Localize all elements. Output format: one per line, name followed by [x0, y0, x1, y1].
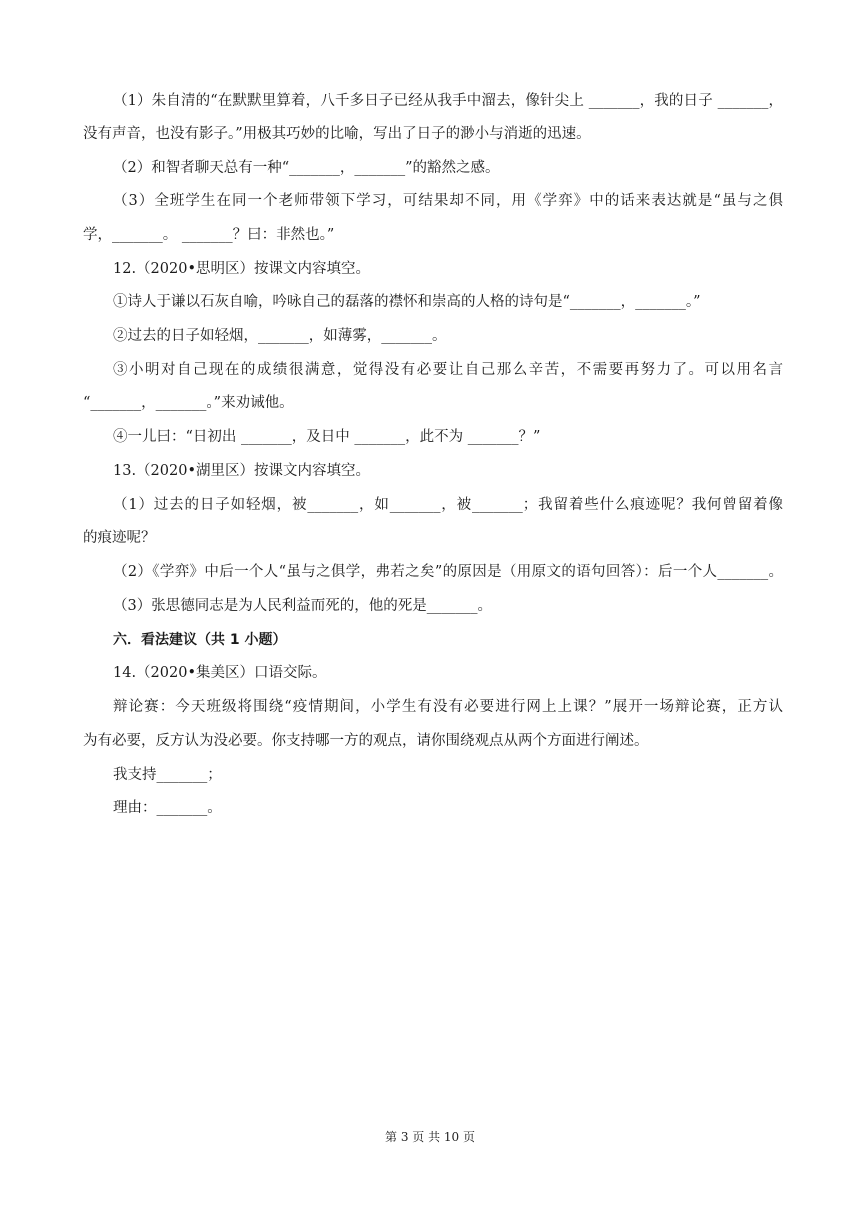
text-line: 12.（2020•思明区）按课文内容填空。	[113, 261, 371, 277]
text-line: 辩论赛：今天班级将围绕“疫情期间，小学生有没有必要进行网上上课？”展开一场辩论赛，正方认	[113, 699, 783, 715]
text-line: ①诗人于谦以石灰自喻，吟咏自己的磊落的襟怀和崇高的人格的诗句是“_______，_______。”	[113, 294, 701, 310]
text-line: “_______，_______。”来劝诫他。	[83, 395, 294, 411]
page-footer: 第 3 页 共 10 页	[385, 1130, 475, 1144]
text-line: （1）朱自清的“在默默里算着，八千多日子已经从我手中溜去，像针尖上 _______，我的日子 _______，	[113, 93, 783, 109]
text-line: 学，_______。 _______？曰：非然也。”	[83, 227, 335, 243]
text-line: 我支持_______；	[113, 767, 222, 783]
section-heading: 六．看法建议（共 1 小题）	[113, 632, 287, 648]
text-line: ③小明对自己现在的成绩很满意，觉得没有必要让自己那么辛苦，不需要再努力了。可以用名言	[113, 362, 783, 378]
text-line: 的痕迹呢？	[83, 530, 156, 546]
text-line: 14.（2020•集美区）口语交际。	[113, 665, 327, 681]
text-line: （3）张思德同志是为人民利益而死的，他的死是_______。	[113, 598, 492, 614]
text-line: ②过去的日子如轻烟，_______，如薄雾，_______。	[113, 328, 447, 344]
text-line: （2）《学弈》中后一个人“虽与之俱学，弗若之矣”的原因是（用原文的语句回答）：后一个人_______。	[113, 564, 783, 580]
text-line: 13.（2020•湖里区）按课文内容填空。	[113, 463, 371, 479]
text-line: （3）全班学生在同一个老师带领下学习，可结果却不同，用《学弈》中的话来表达就是“虽与之俱	[113, 193, 783, 209]
text-line: （1）过去的日子如轻烟，被_______，如_______，被_______；我留着些什么痕迹呢？我何曾留着像	[113, 497, 783, 513]
text-line: 理由：_______。	[113, 800, 222, 816]
text-line: 为有必要，反方认为没必要。你支持哪一方的观点，请你围绕观点从两个方面进行阐述。	[83, 733, 649, 749]
text-line: （2）和智者聊天总有一种“_______，_______”的豁然之感。	[113, 160, 500, 176]
text-line: ④一儿曰：“日初出 _______，及日中 _______，此不为 _______？”	[113, 429, 541, 445]
text-line: 没有声音，也没有影子。”用极其巧妙的比喻，写出了日子的渺小与消逝的迅速。	[83, 126, 591, 142]
